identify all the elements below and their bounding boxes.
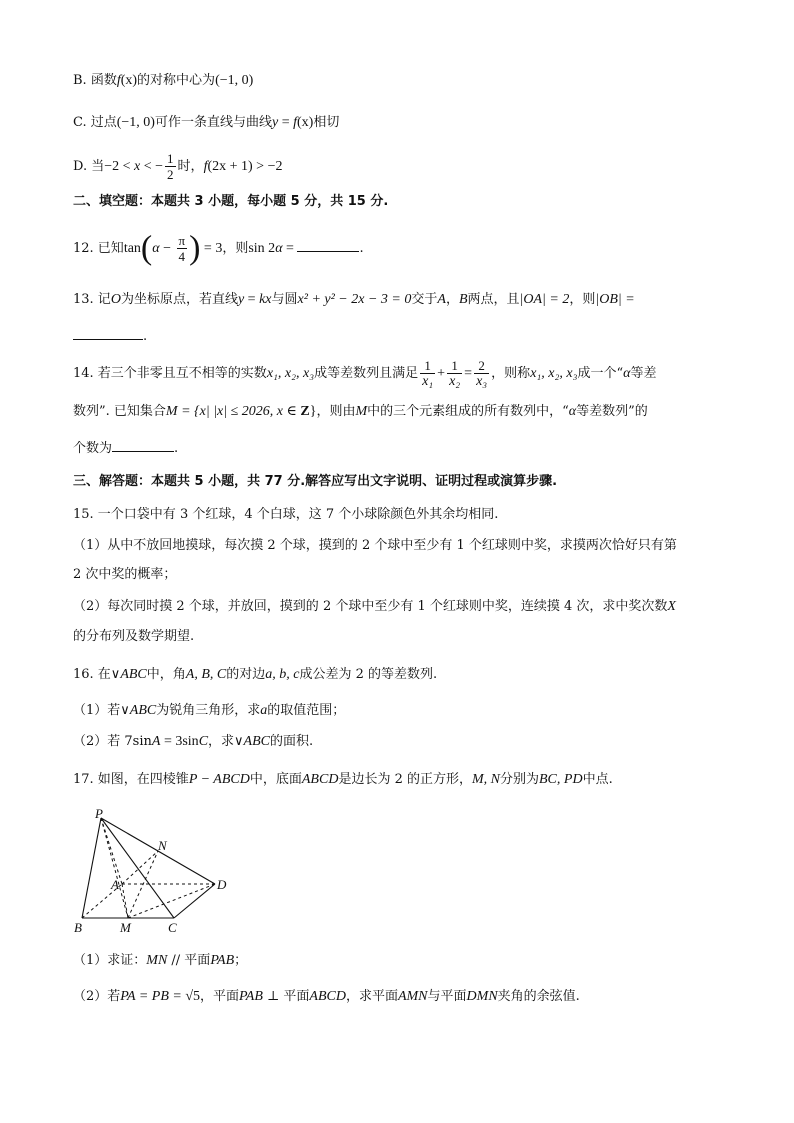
q15-p2a: （2）每次同时摸 2 个球，并放回，摸到的 2 个球中至少有 1 个红球则中奖，连续摸 4 次，求中奖次数 bbox=[73, 599, 668, 614]
answer-blank-14[interactable] bbox=[112, 451, 174, 452]
q13-t3: 交于 bbox=[411, 292, 438, 307]
math-OB: |OB| = bbox=[595, 292, 635, 307]
q16-t2: 的对边 bbox=[226, 667, 266, 682]
comma: ， bbox=[445, 292, 459, 307]
section-2-heading: 二、填空题：本题共 3 小题，每小题 5 分，共 15 分. bbox=[73, 194, 389, 209]
right-paren: ) bbox=[189, 229, 201, 267]
math-alpha: α bbox=[568, 404, 577, 419]
math-point: (−1, 0) bbox=[116, 115, 155, 130]
math-circle: x² + y² − 2x − 3 = 0 bbox=[297, 292, 412, 307]
option-c-suffix: 相切 bbox=[313, 115, 340, 130]
question-15-part1a: （1）从中不放回地摸球，每次摸 2 个球，摸到的 2 个球中至少有 1 个红球则中奖，求摸两次恰好只有第 bbox=[73, 538, 677, 553]
edge-PC bbox=[101, 818, 174, 918]
question-17-part2 bbox=[73, 988, 580, 1006]
label-A: A bbox=[111, 877, 119, 892]
option-c bbox=[73, 114, 339, 132]
math-eq: = bbox=[244, 292, 260, 307]
math-ABC: ABC bbox=[243, 734, 270, 749]
q17-t2: 是边长为 2 的正方形， bbox=[338, 772, 472, 787]
pyramid-figure bbox=[70, 806, 240, 938]
q14-t2: ，则称 bbox=[491, 366, 531, 381]
q14-t1: 成等差数列且满足 bbox=[314, 366, 419, 381]
math-ABC: ABC bbox=[120, 667, 147, 682]
q13-t5: ，则 bbox=[569, 292, 596, 307]
fraction-1-over-x1 bbox=[420, 358, 435, 389]
q13-t2: 与圆 bbox=[271, 292, 298, 307]
math-eq: = 3 bbox=[200, 241, 223, 256]
fraction-denominator: 4 bbox=[178, 249, 186, 264]
math-sqrt5: √5 bbox=[185, 989, 201, 1004]
math-OA: |OA| = 2 bbox=[519, 292, 570, 307]
math-Z: Z bbox=[300, 404, 310, 419]
math-X: X bbox=[667, 599, 676, 614]
math-inequality: (2x + 1) > −2 bbox=[207, 159, 283, 174]
math-M: M bbox=[355, 404, 368, 419]
edge-PB bbox=[82, 818, 101, 918]
question-14-line3 bbox=[73, 440, 178, 458]
math-ABCD: ABCD bbox=[309, 989, 346, 1004]
period: . bbox=[359, 241, 364, 256]
fraction-1-over-x2 bbox=[447, 358, 462, 389]
q17-p1a: （1）求证： bbox=[73, 953, 147, 968]
math-PAB: PAB bbox=[239, 989, 263, 1004]
fraction-denominator: x₂ bbox=[449, 374, 461, 389]
math-MN: M, N bbox=[471, 772, 500, 787]
period: . bbox=[174, 441, 179, 456]
q16-p1c: 的取值范围； bbox=[267, 703, 346, 718]
label-P: P bbox=[95, 806, 103, 821]
option-b-text: B. 函数 bbox=[73, 73, 117, 88]
q16-p2c: ，求∨ bbox=[208, 734, 244, 749]
math-base: ABCD bbox=[301, 772, 339, 787]
math-xs: x₁, x₂, x₃ bbox=[530, 366, 578, 381]
math-PA-PB: PA = PB = bbox=[120, 989, 186, 1004]
q16-t3: 成公差为 2 的等差数列. bbox=[299, 667, 438, 682]
label-C: C bbox=[168, 920, 177, 935]
math-O: O bbox=[110, 292, 121, 307]
fraction-numerator: π bbox=[178, 233, 186, 248]
math-eq: = bbox=[282, 241, 298, 256]
fraction-denominator: x₃ bbox=[476, 374, 488, 389]
question-17-part1 bbox=[73, 952, 247, 970]
fraction-2-over-x3 bbox=[474, 358, 489, 389]
question-16-part2 bbox=[73, 733, 313, 751]
math-AMN: AMN bbox=[397, 989, 428, 1004]
math-sin: sin 2 bbox=[248, 241, 276, 256]
q17-p2c: ，求平面 bbox=[345, 989, 398, 1004]
math-C: C bbox=[198, 734, 209, 749]
left-paren: ( bbox=[140, 229, 153, 267]
q17-t3: 分别为 bbox=[499, 772, 539, 787]
fraction-denominator: x₁ bbox=[422, 374, 434, 389]
question-15-part1b: 2 次中奖的概率； bbox=[73, 567, 177, 582]
math-cond-left: −2 < bbox=[104, 159, 135, 174]
math-eq: = bbox=[464, 366, 473, 381]
q17-p1c: ； bbox=[234, 953, 248, 968]
q17-p2d: 与平面 bbox=[427, 989, 467, 1004]
q16-p2b: = 3sin bbox=[160, 734, 199, 749]
label-N: N bbox=[158, 838, 167, 853]
label-M: M bbox=[120, 920, 131, 935]
option-c-mid: 可作一条直线与曲线 bbox=[154, 115, 272, 130]
label-D: D bbox=[217, 877, 227, 892]
fraction-numerator: 1 bbox=[420, 358, 435, 374]
fraction-numerator: 1 bbox=[447, 358, 462, 374]
q14-line2d: 等差数列”的 bbox=[576, 404, 648, 419]
q13-text: 13. 记 bbox=[73, 292, 111, 307]
q12-text: 12. 已知 bbox=[73, 241, 124, 256]
q12-mid: ，则 bbox=[222, 241, 249, 256]
math-y: y bbox=[272, 115, 279, 130]
edge-CD bbox=[174, 884, 215, 918]
q14-line2b: ，则由 bbox=[316, 404, 356, 419]
q13-t4: 两点，且 bbox=[467, 292, 520, 307]
option-d-text: D. 当 bbox=[73, 159, 105, 174]
math-plus: + bbox=[437, 366, 446, 381]
fraction-numerator: 2 bbox=[474, 358, 489, 374]
label-B: B bbox=[74, 920, 82, 935]
q16-text: 16. 在∨ bbox=[73, 667, 121, 682]
fraction-numerator: 1 bbox=[167, 151, 174, 166]
fraction-one-half bbox=[165, 151, 176, 182]
math-a: a bbox=[260, 703, 268, 718]
question-14-line2 bbox=[73, 403, 648, 421]
math-y: y bbox=[237, 292, 245, 307]
math-MN: MN bbox=[146, 953, 168, 968]
q17-p2a: （2）若 bbox=[73, 989, 121, 1004]
option-b-mid: 的对称中心为 bbox=[137, 73, 216, 88]
option-b bbox=[73, 72, 253, 90]
q14-line2a: 数列”. 已知集合 bbox=[73, 404, 166, 419]
q16-p2a: （2）若 7sin bbox=[73, 734, 152, 749]
question-13 bbox=[73, 291, 635, 309]
math-alpha: α bbox=[623, 366, 631, 381]
period: . bbox=[143, 329, 148, 344]
math-PAB: PAB bbox=[210, 953, 235, 968]
math-kx: kx bbox=[259, 292, 272, 307]
math-cond-mid: < − bbox=[140, 159, 164, 174]
math-angles: A, B, C bbox=[185, 667, 227, 682]
q17-perp: ⊥ 平面 bbox=[262, 989, 310, 1004]
math-f: f bbox=[116, 73, 121, 88]
q16-p1a: （1）若∨ bbox=[73, 703, 130, 718]
fraction-denominator: 2 bbox=[167, 167, 174, 182]
math-B: B bbox=[458, 292, 468, 307]
math-point: (−1, 0) bbox=[215, 73, 254, 88]
math-tan: tan bbox=[123, 241, 141, 256]
math-alpha: α bbox=[275, 241, 283, 256]
math-ABC: ABC bbox=[129, 703, 157, 718]
math-minus: − bbox=[159, 241, 175, 256]
question-15-part2a bbox=[73, 598, 676, 616]
math-alpha: α bbox=[152, 241, 160, 256]
question-12 bbox=[73, 230, 364, 268]
math-set-end: } bbox=[309, 404, 317, 419]
section-3-heading: 三、解答题：本题共 5 小题，共 77 分.解答应写出文字说明、证明过程或演算步骤. bbox=[73, 474, 558, 489]
math-f: f bbox=[203, 159, 208, 174]
answer-blank-12[interactable] bbox=[297, 251, 359, 252]
q16-p1b: 为锐角三角形，求 bbox=[156, 703, 261, 718]
segment-AN bbox=[122, 851, 158, 884]
question-13-blank-line bbox=[73, 328, 147, 346]
q14-text: 14. 若三个非零且互不相等的实数 bbox=[73, 366, 267, 381]
q17-p2b: ，平面 bbox=[200, 989, 240, 1004]
question-15-stem: 15. 一个口袋中有 3 个红球，4 个白球，这 7 个小球除颜色外其余均相同. bbox=[73, 507, 499, 522]
q17-t1: 中，底面 bbox=[249, 772, 302, 787]
answer-blank-13[interactable] bbox=[73, 339, 143, 340]
segment-PM bbox=[101, 818, 128, 918]
math-x: x bbox=[134, 159, 141, 174]
q13-t1: 为坐标原点，若直线 bbox=[120, 292, 238, 307]
math-pyramid: P − ABCD bbox=[188, 772, 250, 787]
math-DMN: DMN bbox=[466, 989, 498, 1004]
math-BCPD: BC, PD bbox=[539, 772, 583, 787]
math-eq: = bbox=[278, 115, 294, 130]
fraction-pi-over-4 bbox=[177, 233, 188, 264]
math-set: = {x| |x| ≤ 2026, x ∈ bbox=[177, 404, 301, 419]
q14-line2c: 中的三个元素组成的所有数列中，“ bbox=[367, 404, 569, 419]
math-A: A bbox=[151, 734, 161, 749]
math-xs: x₁, x₂, x₃ bbox=[266, 366, 315, 381]
question-17-stem bbox=[73, 771, 613, 789]
question-15-part2b: 的分布列及数学期望. bbox=[73, 629, 195, 644]
math-arg: (x) bbox=[120, 73, 138, 88]
q17-p1b: // 平面 bbox=[167, 953, 211, 968]
option-d-mid: 时， bbox=[177, 159, 204, 174]
math-sides: a, b, c bbox=[265, 667, 300, 682]
q17-p2e: 夹角的余弦值. bbox=[497, 989, 580, 1004]
option-d bbox=[73, 150, 282, 184]
question-14-line1 bbox=[73, 356, 656, 392]
math-A: A bbox=[437, 292, 446, 307]
question-16-stem bbox=[73, 666, 437, 684]
q14-t4: 等差 bbox=[630, 366, 657, 381]
math-f: f bbox=[293, 115, 298, 130]
q16-p2d: 的面积. bbox=[270, 734, 314, 749]
q14-t3: 成一个“ bbox=[577, 366, 624, 381]
q17-text: 17. 如图，在四棱锥 bbox=[73, 772, 189, 787]
q17-t4: 中点. bbox=[582, 772, 613, 787]
math-arg: (x) bbox=[297, 115, 314, 130]
q14-line3: 个数为 bbox=[73, 441, 113, 456]
question-16-part1 bbox=[73, 702, 345, 720]
option-c-text: C. 过点 bbox=[73, 115, 117, 130]
q16-t1: 中，角 bbox=[146, 667, 186, 682]
math-M: M bbox=[165, 404, 178, 419]
